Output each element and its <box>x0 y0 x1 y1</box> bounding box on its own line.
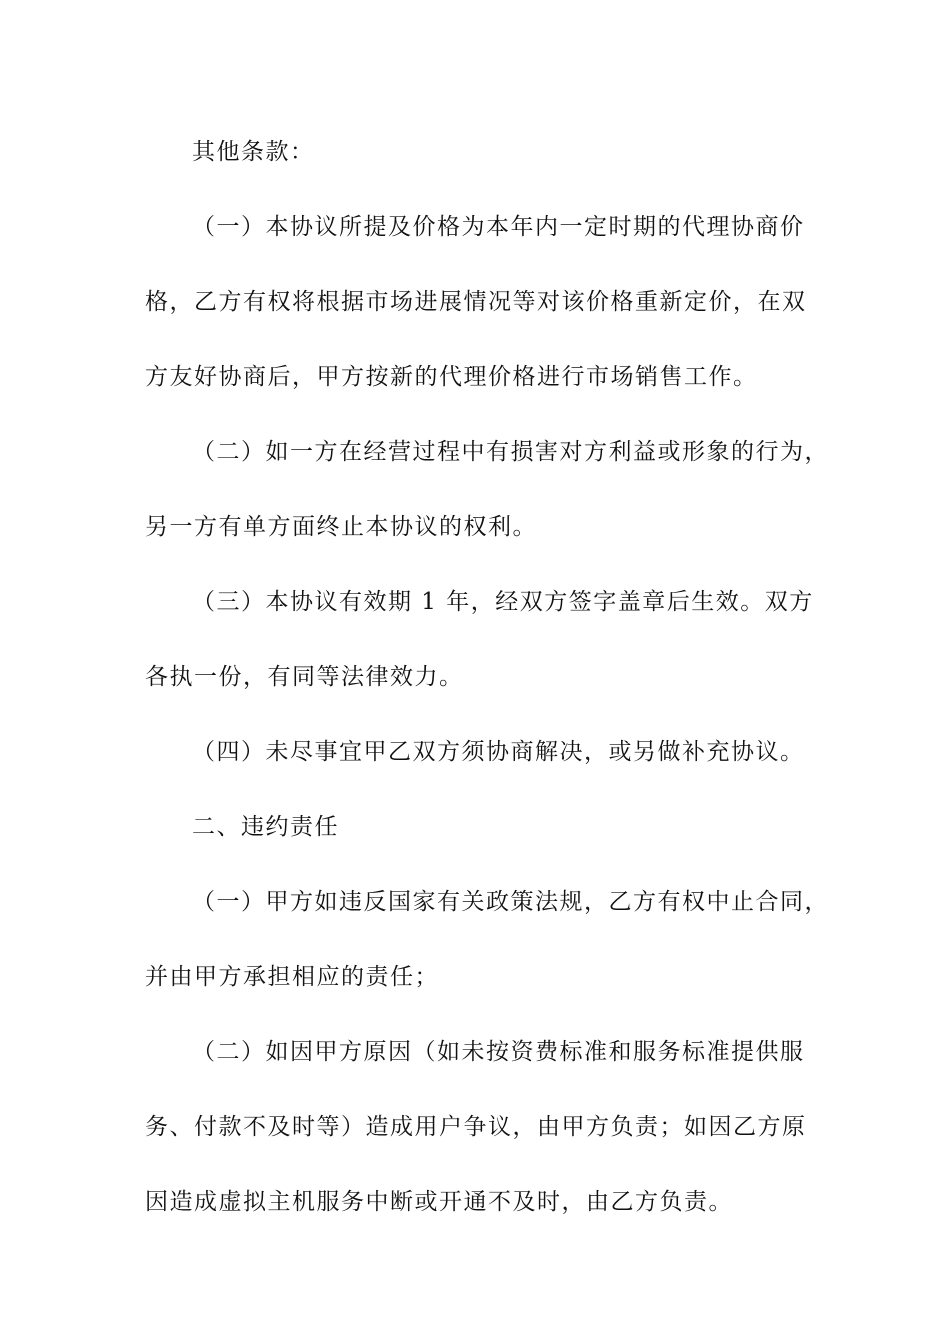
paragraph-line: （四）未尽事宜甲乙双方须协商解决，或另做补充协议。 <box>192 739 805 765</box>
paragraph-line: 并由甲方承担相应的责任； <box>145 964 439 990</box>
paragraph-line: 另一方有单方面终止本协议的权利。 <box>145 514 537 540</box>
section-heading-other-terms: 其他条款： <box>192 139 315 165</box>
paragraph-line: （二）如一方在经营过程中有损害对方利益或形象的行为， <box>192 439 829 465</box>
paragraph-line: 各执一份，有同等法律效力。 <box>145 664 464 690</box>
paragraph-line: （三）本协议有效期 1 年，经双方签字盖章后生效。双方 <box>192 589 814 615</box>
paragraph-line: 格，乙方有权将根据市场进展情况等对该价格重新定价，在双 <box>145 289 807 315</box>
paragraph-line: 务、付款不及时等）造成用户争议，由甲方负责；如因乙方原 <box>145 1114 807 1140</box>
paragraph-line: （一）甲方如违反国家有关政策法规，乙方有权中止合同， <box>192 889 829 915</box>
section-heading-breach-liability: 二、违约责任 <box>192 814 339 840</box>
paragraph-line: 因造成虚拟主机服务中断或开通不及时，由乙方负责。 <box>145 1189 733 1215</box>
paragraph-line: 方友好协商后，甲方按新的代理价格进行市场销售工作。 <box>145 364 758 390</box>
paragraph-line: （一）本协议所提及价格为本年内一定时期的代理协商价 <box>192 214 805 240</box>
paragraph-line: （二）如因甲方原因（如未按资费标准和服务标准提供服 <box>192 1039 805 1065</box>
